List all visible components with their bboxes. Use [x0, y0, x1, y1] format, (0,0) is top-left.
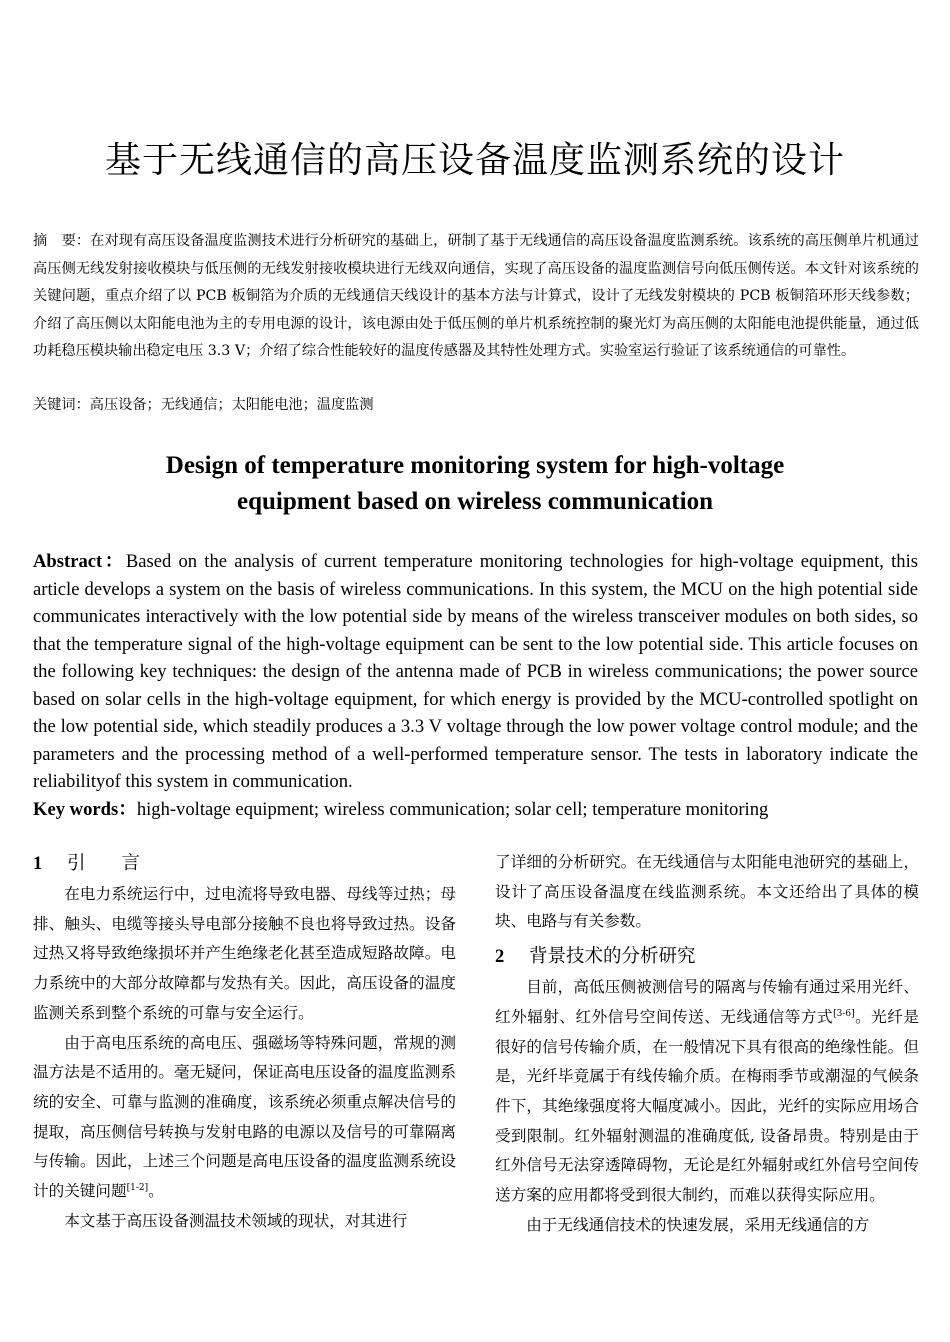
chinese-abstract-text: 在对现有高压设备温度监测技术进行分析研究的基础上，研制了基于无线通信的高压设备温度监测系统。该系统的高压侧单片机通过高压侧无线发射接收模块与低压侧的无线发射接收模块进行无线双向通信，实现了高压设备的温度监测信号向低压侧传送。本文针对该系统的关键问题，重点介绍了以 PCB 板铜箔为介质的无线通信天线设计的基本方法与计算式，设计了无线发射模块的 PCB 板铜箔环形天线参数；介绍了高压侧以太阳能电池为主的专用电源的设计，该电源由处于低压侧的单片机系统控制的聚光灯为高压侧的太阳能电池提供能量，通过低功耗稳压模块输出稳定电压 3.3 V；介绍了综合性能较好的温度传感器及其特性处理方式。实验室运行验证了该系统通信的可靠性。 — [33, 233, 919, 359]
english-abstract-text: Based on the analysis of current temperature monitoring technologies for high-voltage equipment, this article develops a system on the basis of wireless communications. In this system, the MCU on the high potential side communicates interactively with the low potential side by means of the wireless transceiver modules on both sides, so that the temperature signal of the high-voltage equipment can be sent to the low potential side. This article focuses on the following key techniques: the design of the antenna made of PCB in wireless communications; the power source based on solar cells in the high-voltage equipment, for which energy is provided by the MCU-controlled spotlight on the low potential side, which steadily produces a 3.3 V voltage through the low power voltage control module; and the parameters and the processing method of a well-performed temperature sensor. The tests in laboratory indicate the reliabilityof this system in communication. — [33, 551, 918, 792]
english-title — [0, 448, 950, 520]
chinese-abstract — [33, 228, 919, 366]
right-column — [495, 848, 919, 1240]
section2-paragraph-1-text-b: 。光纤是很好的信号传输介质，在一般情况下具有很高的绝缘性能。但是，光纤毕竟属于有线传输介质。在梅雨季节或潮湿的气候条件下，其绝缘强度将大幅度减小。因此，光纤的实际应用场合受到限制。红外辐射测温的准确度低, 设备昂贵。特别是由于红外信号无法穿透障碍物，无论是红外辐射或红外信号空间传送方案的应用都将受到很大制约，而难以获得实际应用。 — [495, 1007, 919, 1205]
english-title-line1: Design of temperature monitoring system for high-voltage — [165, 452, 785, 479]
chinese-keywords-label: 关键词： — [33, 397, 90, 413]
english-abstract-label: Abstract： — [33, 551, 126, 572]
section2-title: 背景技术的分析研究 — [529, 946, 696, 968]
section2-heading — [495, 941, 919, 973]
english-keywords — [33, 796, 918, 824]
section2-paragraph-1 — [495, 973, 919, 1211]
section1-heading — [33, 848, 456, 880]
chinese-keywords-text: 高压设备；无线通信；太阳能电池；温度监测 — [89, 397, 374, 413]
citation-3-6: [3-6] — [833, 1008, 855, 1019]
section1-paragraph-2-end: 。 — [148, 1182, 164, 1201]
section1-paragraph-2-text: 由于高电压系统的高电压、强磁场等特殊问题，常规的测温方法是不适用的。毫无疑问，保证高电压设备的温度监测系统的安全、可靠与监测的准确度，该系统必须重点解决信号的提取，高压侧信号转换与发射电路的电源以及信号的可靠隔离与传输。因此，上述三个问题是高电压设备的温度监测系统设计的关键问题 — [33, 1033, 456, 1201]
chinese-title: 基于无线通信的高压设备温度监测系统的设计 — [104, 140, 845, 181]
section1-paragraph-1: 在电力系统运行中，过电流将导致电器、母线等过热；母排、触头、电缆等接头导电部分接触不良也将导致过热。设备过热又将导致绝缘损坏并产生绝缘老化甚至造成短路故障。电力系统中的大部分故障都与发热有关。因此，高压设备的温度监测关系到整个系统的可靠与安全运行。 — [33, 885, 456, 1022]
english-keywords-text: high-voltage equipment; wireless communication; solar cell; temperature monitoring — [136, 799, 769, 820]
left-column — [33, 848, 456, 1236]
english-title-line2: equipment based on wireless communication — [237, 488, 713, 515]
chinese-abstract-label: 摘 要： — [33, 233, 91, 249]
english-keywords-label: Key words： — [33, 799, 137, 820]
section1-paragraph-3: 本文基于高压设备测温技术领域的现状，对其进行 — [64, 1211, 408, 1230]
section1-paragraph-2 — [33, 1029, 456, 1207]
english-abstract — [33, 548, 918, 796]
section1-title: 引言 — [67, 853, 177, 874]
section2-paragraph-1-text-a: 目前，高低压侧被测信号的隔离与传输有通过采用光纤、红外辐射、红外信号空间传送、无线通信等方式 — [495, 978, 919, 1026]
section1-paragraph-3-continued: 了详细的分析研究。在无线通信与太阳能电池研究的基础上，设计了高压设备温度在线监测系统。本文还给出了具体的模块、电路与有关参数。 — [495, 853, 919, 931]
section2-number: 2 — [495, 947, 505, 968]
section2-paragraph-2: 由于无线通信技术的快速发展，采用无线通信的方 — [526, 1215, 870, 1234]
section1-number: 1 — [33, 854, 43, 874]
chinese-keywords — [33, 392, 919, 419]
citation-1-2: [1-2] — [126, 1182, 149, 1193]
